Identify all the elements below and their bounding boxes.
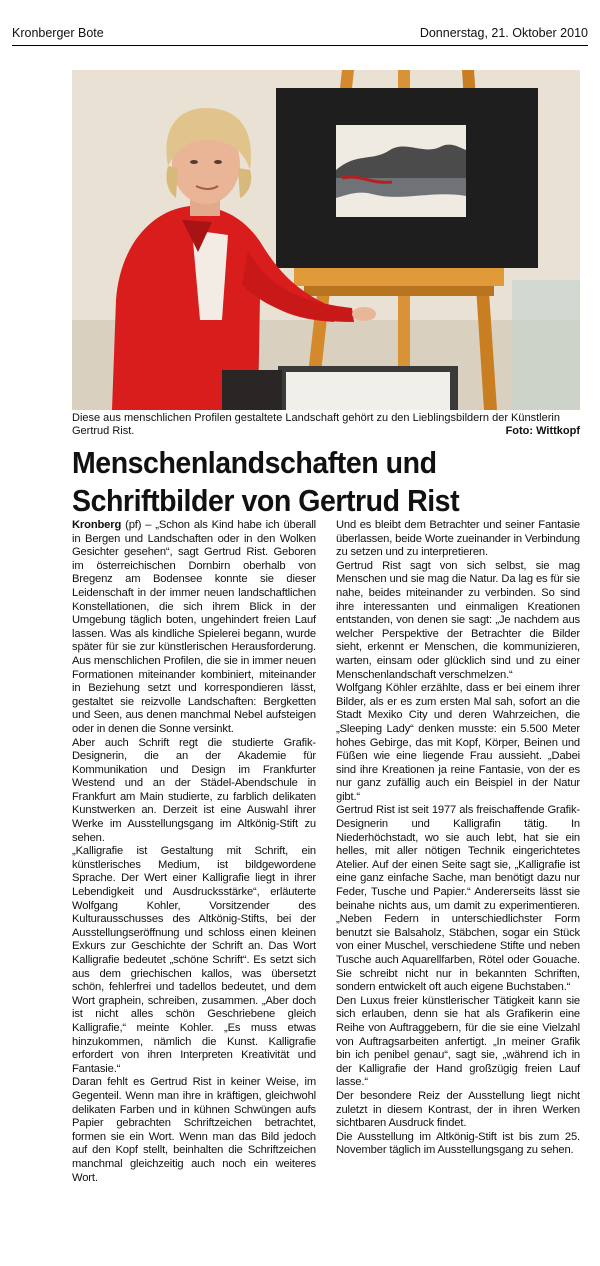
header-rule (12, 45, 588, 46)
article-photo (72, 70, 580, 410)
article-column-1 (72, 519, 316, 1185)
artist-with-easel-illustration (72, 70, 580, 410)
issue-date: Donnerstag, 21. Oktober 2010 (419, 26, 588, 40)
paragraph: Die Ausstellung im Altkönig-Stift ist bis zum 25. November täglich im Ausstellungsgang zu sehen. (336, 1130, 580, 1157)
photo-credit: Foto: Wittkopf (505, 425, 580, 437)
publication-name: Kronberger Bote (12, 26, 104, 40)
paragraph: Aber auch Schrift regt die studierte Grafik-Designerin, die an der Akademie für Kommunikation und Design im Frankfurter Westend und an der Städel-Abendschule in Frankfurt am Main studierte, zu farblich delikaten Kunstwerken an. Derzeit ist eine Auswahl ihrer Werke im Ausstellungsgang im Altkönig-Stift zu sehen. (72, 736, 316, 844)
paragraph: „Kalligrafie ist Gestaltung mit Schrift, ein künstlerisches Medium, ist bildgewordene Sprache. Der Wert einer Kalligrafie liegt in ihrer Lebendigkeit und Ausdrucksstärke“, erläuterte Wolfgang Kohler, Vorsitzender des Kulturausschusses des Altkönig-Stifts, bei der Ausstellungseröffnung und schloss einen kleinen Exkurs zur Geschichte der Schrift an. Das Wort Kalligrafie bedeutet „schöne Schrift“. Es setzt sich aus dem griechischen kallos, was übersetzt schön, fehlerfrei und tadellos bedeutet, und dem Wort graphein, schreiben, zusammen. „Aber doch ist nicht alles schön Geschriebene gleich Kalligrafie,“ meinte Kohler. „Es muss etwas hinzukommen, nämlich die Kunst. Kalligrafie erfordert von ihren Interpreten Kreativität und Fantasie.“ (72, 845, 316, 1075)
article-headline: Menschenlandschaften und Schriftbilder von Gertrud Rist (72, 445, 460, 518)
paragraph: Und es bleibt dem Betrachter und seiner Fantasie überlassen, beide Worte zueinander in Verbindung zu setzen und zu interpretieren. (336, 519, 580, 559)
photo-caption (72, 412, 580, 438)
article-column-2 (336, 519, 580, 1158)
paragraph: Gertrud Rist sagt von sich selbst, sie mag Menschen und sie mag die Natur. Da lag es für sie nahe, beides miteinander zu verbinden. So sind ihre interessanten und einmaligen Kreationen entstanden, von denen sie sagt: „Je nachdem aus welcher Perspektive der Betrachter die Bilder sieht, erkennt er Menschen, die kommunizieren, warten, einsam oder glücklich sind und zu einer Menschenlandschaft verschmelzen.“ (336, 559, 580, 681)
paragraph: Der besondere Reiz der Ausstellung liegt nicht zuletzt in diesem Kontrast, der in ihren Werken sichtbaren Ausdruck findet. (336, 1089, 580, 1130)
paragraph: Den Luxus freier künstlerischer Tätigkeit kann sie sich erlauben, denn sie hat als Grafikerin eine Reihe von Auftraggebern, für die sie eine Vielzahl von Auftragsarbeiten anfertigt. „In meiner Grafik bin ich penibel genau“, sagt sie, „während ich in der Kalligrafie der Hand großzügig freien Lauf lasse.“ (336, 994, 580, 1089)
paragraph: Daran fehlt es Gertrud Rist in keiner Weise, im Gegenteil. Wenn man ihre in kräftigen, gleichwohl delikaten Farben und in kühnen Schwüngen aufs Papier gebrachten Schriftzeichen betrachtet, formen sie ein Wort. Wenn man das Bild jedoch auf den Kopf stellt, beinhalten die Schriftzeichen manchmal gleichzeitig auch noch ein weiteres Wort. (72, 1076, 316, 1184)
dateline: Kronberg (72, 519, 122, 531)
paragraph: Gertrud Rist ist seit 1977 als freischaffende Grafik-Designerin und Kalligrafin tätig. In Niederhöchstadt, wo sie auch lebt, hat sie ein helles, mit aller nötigen Technik eingerichtetes Atelier. Auf der einen Seite sagt sie, „Kalligrafie ist eine ganz einfache Sache, man benötigt dazu nur Feder, Tusche und Papier.“ Andererseits lässt sie beinahe nichts aus, um damit zu experimentieren. „Neben Federn in unterschiedlichster Form benutzt sie Balsaholz, Stäbchen, sogar ein Stück von einer Muschel, verschiedene Stifte und neben Tusche auch Aquarellfarben, Rötel oder Gouache. Sie schreibt nicht nur in bekannten Schriften, sondern entwickelt oft auch eigene Buchstaben.“ (336, 804, 580, 994)
paragraph-text: (pf) – „Schon als Kind habe ich überall in Bergen und Landschaften oder in den Wolken Gesichter gesehen“, sagt Gertrud Rist. Geboren im österreichischen Dornbirn oberhalb von Bregenz am Bodensee konnte sie dieser Leidenschaft in der immer neuen landschaftlichen Konstellationen, die sich ihrem Blick in der Umgebung täglich boten, ungehindert freien Lauf lassen. Was als kindliche Spielerei begann, wurde später für sie zur künstlerischen Herausforderung. Aus menschlichen Profilen, die sie in immer neuen Formationen miteinander kombiniert, miteinander in Beziehung setzt und korrespondieren lässt, gestaltet sie reizvolle Landschaften: Bergketten und Seen, aus denen manchmal Nebel aufsteigen oder in denen die Sonne versinkt. (72, 519, 316, 735)
page-header (12, 24, 588, 46)
paragraph: Wolfgang Köhler erzählte, dass er bei einem ihrer Bilder, als er es zum ersten Mal sah, sofort an die Stadt Mexiko City und deren Wahrzeichen, die „Sleeping Lady“ denken musste: ein 5.500 Meter hohes Gebirge, das mit Kopf, Körper, Beinen und Füßen wie eine liegende Frau aussieht. „Dabei sind ihre Kreationen ja reine Fantasie, von der es nur ganz zufällig auch ein Beispiel in der Natur gibt.“ (336, 682, 580, 803)
paragraph (72, 519, 316, 737)
caption-text: Diese aus menschlichen Profilen gestaltete Landschaft gehört zu den Lieblingsbildern der Künstlerin Gertrud Rist. (72, 412, 560, 437)
